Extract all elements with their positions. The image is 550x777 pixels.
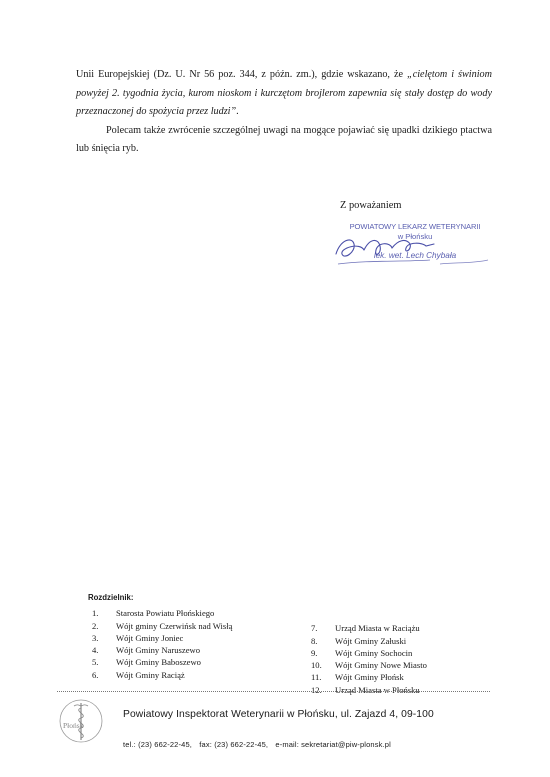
paragraph-1: Unii Europejskiej (Dz. U. Nr 56 poz. 344, z późn. zm.), gdzie wskazano, że „cielętom i świniom powyżej 2. tygodnia życia, kurom nioskom i kurczętom brojlerom zapewnia się stały dostęp do wody przeznaczonej do spożycia przez ludzi”. — [76, 69, 493, 117]
list-item: 6. Wójt Gminy Raciąż — [92, 669, 185, 680]
letter-body — [76, 66, 492, 159]
closing-regards: Z poważaniem — [340, 200, 402, 211]
distribution-column-right — [311, 622, 427, 696]
fax-number: fax: (23) 662-22-45, — [199, 740, 269, 749]
contact-details — [123, 740, 396, 749]
list-item: 10. Wójt Gminy Nowe Miasto — [311, 660, 427, 671]
distribution-title: Rozdzielnik: — [88, 593, 134, 602]
list-item: 9. Wójt Gminy Sochocin — [311, 647, 413, 658]
stamp-line-title: POWIATOWY LEKARZ WETERYNARII — [349, 222, 481, 231]
quoted-regulation: „cielętom i świniom powyżej 2. tygodnia życia, kurom nioskom i kurczętom brojlerom zapewnia się stały dostęp do wody przeznaczonej do spożycia przez ludzi” — [76, 69, 493, 117]
list-item: 8. Wójt Gminy Załuski — [311, 635, 407, 646]
paragraph-2: Polecam także zwrócenie szczególnej uwagi na mogące pojawiać się upadki dzikiego ptactwa lub śnięcia ryb. — [76, 124, 492, 154]
list-item: 4. Wójt Gminy Naruszewo — [92, 645, 201, 656]
handwritten-signature-icon — [330, 220, 500, 270]
list-item: 11. Wójt Gminy Płońsk — [311, 672, 404, 683]
footer-divider — [57, 691, 490, 692]
list-item: 12. Urząd Miasta w Płońsku — [311, 684, 420, 695]
office-address: Powiatowy Inspektorat Weterynarii w Płońsku, ul. Zajazd 4, 09-100 — [123, 709, 434, 720]
stamp-line-place: w Płońsku — [397, 232, 433, 241]
email-address: e-mail: sekretariat@piw-plonsk.pl — [275, 740, 391, 749]
phone-number: tel.: (23) 662-22-45, — [123, 740, 193, 749]
list-item: 3. Wójt Gminy Joniec — [92, 632, 184, 643]
list-item: 5. Wójt Gminy Baboszewo — [92, 657, 201, 668]
stamp-line-name: lek. wet. Lech Chybała — [373, 251, 457, 260]
logo-text: Płońsk — [63, 721, 84, 730]
list-item: 2. Wójt gminy Czerwińsk nad Wisłą — [92, 620, 233, 631]
distribution-column-left — [92, 607, 232, 681]
list-item: 7. Urząd Miasta w Raciążu — [311, 623, 420, 634]
list-item: 1. Starosta Powiatu Płońskiego — [92, 608, 215, 619]
distribution-list — [88, 592, 488, 695]
veterinary-caduceus-logo-icon — [58, 698, 104, 744]
